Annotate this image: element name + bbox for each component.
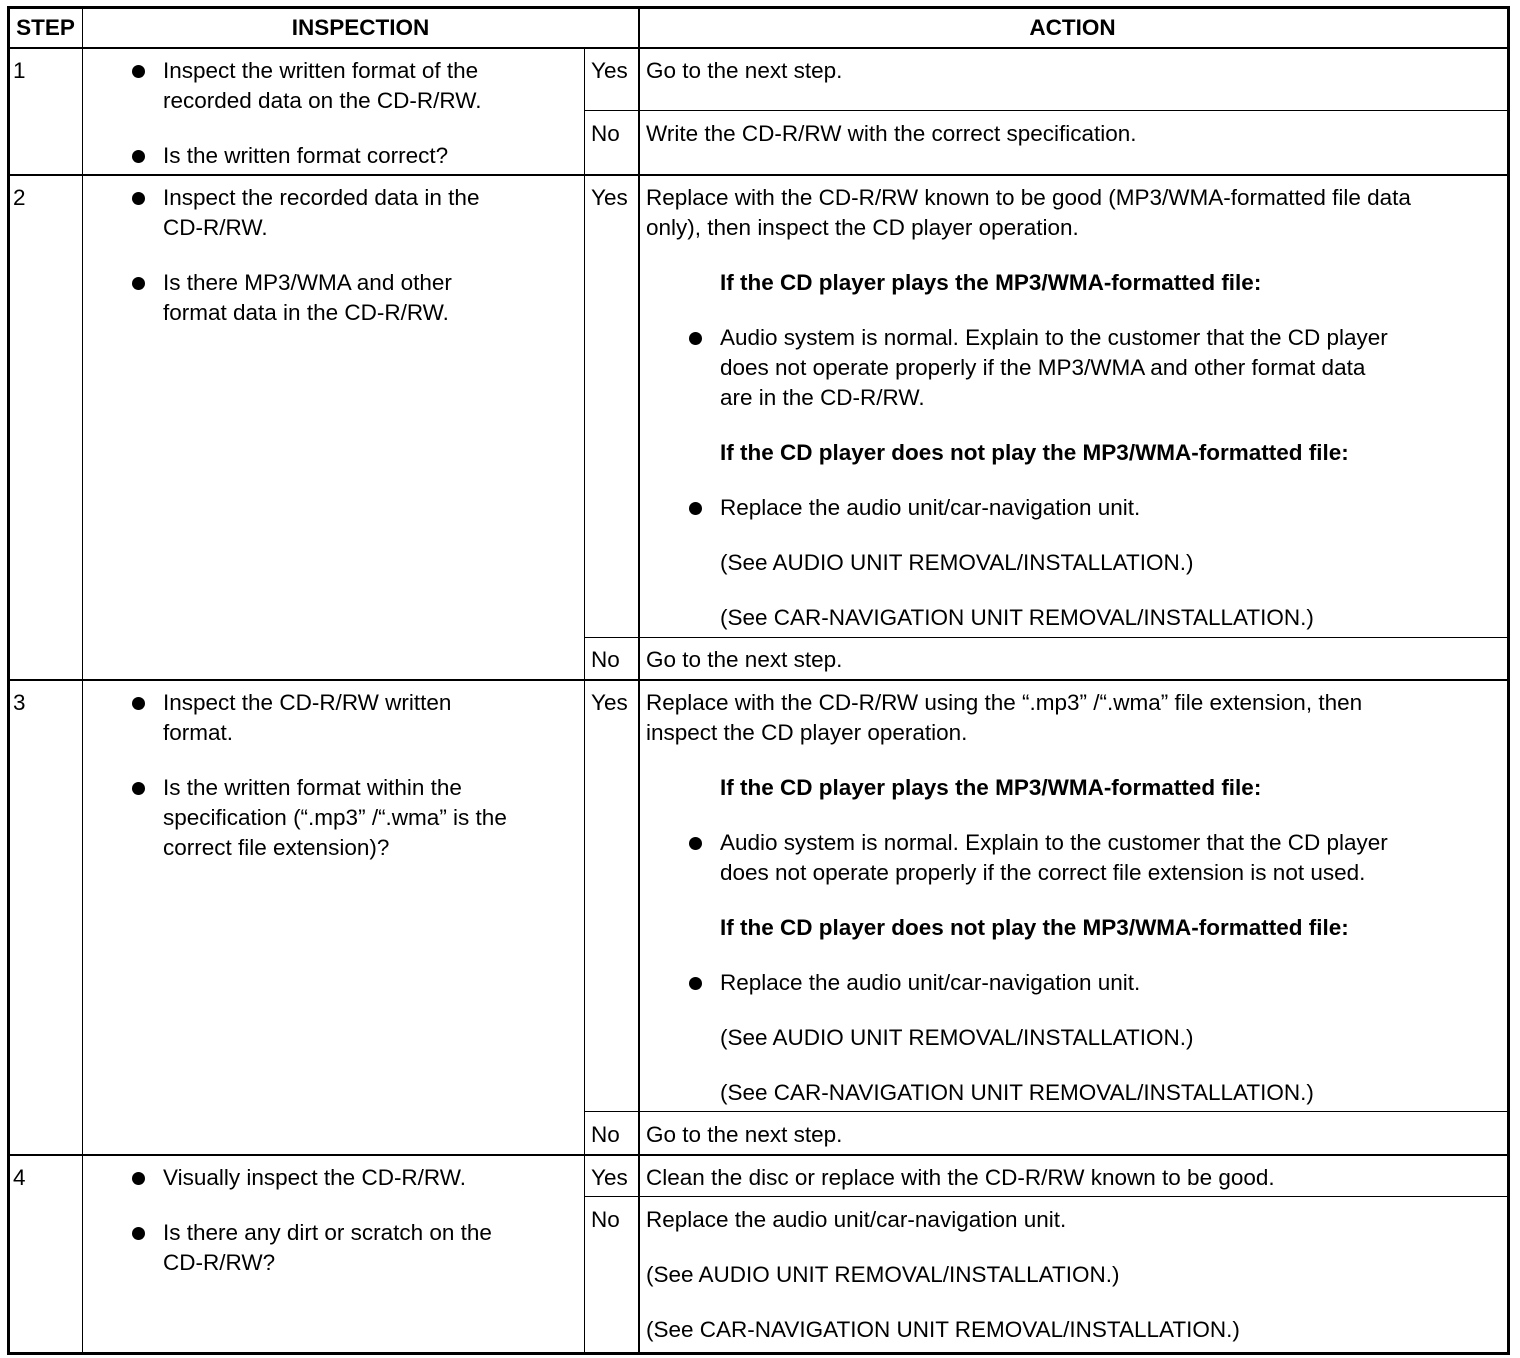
bullet-icon (689, 502, 702, 515)
action-text: Replace with the CD-R/RW using the “.mp3” /“.wma” file extension, then (646, 690, 1363, 715)
action-text: does not operate properly if the correct file extension is not used. (720, 860, 1366, 885)
step-number: 3 (13, 690, 26, 715)
action-text: inspect the CD player operation. (646, 720, 968, 745)
action-column-divider (638, 6, 640, 1352)
action-text: Replace the audio unit/car-navigation unit. (720, 495, 1141, 520)
yes-label: Yes (591, 690, 628, 715)
condition-heading: If the CD player plays the MP3/WMA-formatted file: (720, 775, 1262, 800)
action-text: Replace the audio unit/car-navigation unit. (720, 970, 1141, 995)
answer-column-divider (584, 47, 585, 1352)
no-label: No (591, 121, 620, 146)
inspection-text: format data in the CD-R/RW. (163, 300, 449, 325)
header-inspection: INSPECTION (291, 15, 430, 40)
no-label: No (591, 1207, 620, 1232)
action-text: Go to the next step. (646, 58, 843, 83)
inspection-text: Inspect the recorded data in the (163, 185, 480, 210)
inspection-text: Inspect the CD-R/RW written (163, 690, 452, 715)
bullet-icon (132, 1227, 145, 1240)
yes-label: Yes (591, 185, 628, 210)
reference-text: (See AUDIO UNIT REMOVAL/INSTALLATION.) (646, 1262, 1120, 1287)
inspection-text: recorded data on the CD-R/RW. (163, 88, 482, 113)
action-text: Clean the disc or replace with the CD-R/RW known to be good. (646, 1165, 1275, 1190)
condition-heading: If the CD player plays the MP3/WMA-formatted file: (720, 270, 1262, 295)
step-number: 2 (13, 185, 26, 210)
action-text: Write the CD-R/RW with the correct specification. (646, 121, 1137, 146)
action-text: Go to the next step. (646, 1122, 843, 1147)
reference-text: (See CAR-NAVIGATION UNIT REMOVAL/INSTALLATION.) (720, 1080, 1314, 1105)
reference-text: (See CAR-NAVIGATION UNIT REMOVAL/INSTALLATION.) (720, 605, 1314, 630)
bullet-icon (132, 1172, 145, 1185)
condition-heading: If the CD player does not play the MP3/WMA-formatted file: (720, 915, 1349, 940)
action-text: are in the CD-R/RW. (720, 385, 925, 410)
action-text: Replace the audio unit/car-navigation unit. (646, 1207, 1067, 1232)
yes-label: Yes (591, 1165, 628, 1190)
row-divider-3 (7, 1154, 1507, 1156)
inspection-text: correct file extension)? (163, 835, 390, 860)
row-divider-2 (7, 679, 1507, 681)
yes-label: Yes (591, 58, 628, 83)
inspection-text: Visually inspect the CD-R/RW. (163, 1165, 467, 1190)
reference-text: (See AUDIO UNIT REMOVAL/INSTALLATION.) (720, 1025, 1194, 1050)
header-divider (7, 47, 1507, 49)
action-text: Audio system is normal. Explain to the customer that the CD player (720, 325, 1388, 350)
step-number: 1 (13, 58, 26, 83)
bullet-icon (132, 782, 145, 795)
reference-text: (See AUDIO UNIT REMOVAL/INSTALLATION.) (720, 550, 1194, 575)
inspection-text: specification (“.mp3” /“.wma” is the (163, 805, 507, 830)
reference-text: (See CAR-NAVIGATION UNIT REMOVAL/INSTALLATION.) (646, 1317, 1240, 1342)
no-label: No (591, 1122, 620, 1147)
inspection-text: CD-R/RW. (163, 215, 268, 240)
step-number: 4 (13, 1165, 26, 1190)
bullet-icon (132, 192, 145, 205)
inspection-text: format. (163, 720, 234, 745)
yes-no-divider-1 (584, 110, 1507, 111)
action-text: does not operate properly if the MP3/WMA and other format data (720, 355, 1366, 380)
bullet-icon (132, 150, 145, 163)
header-step: STEP (16, 15, 75, 40)
bullet-icon (132, 697, 145, 710)
condition-heading: If the CD player does not play the MP3/WMA-formatted file: (720, 440, 1349, 465)
yes-no-divider-3 (584, 1111, 1507, 1112)
bullet-icon (689, 332, 702, 345)
inspection-text: Is there MP3/WMA and other (163, 270, 452, 295)
bullet-icon (132, 277, 145, 290)
bullet-icon (689, 837, 702, 850)
yes-no-divider-2 (584, 637, 1507, 638)
no-label: No (591, 647, 620, 672)
bullet-icon (132, 65, 145, 78)
inspection-text: Inspect the written format of the (163, 58, 479, 83)
inspection-text: Is there any dirt or scratch on the (163, 1220, 492, 1245)
bullet-icon (689, 977, 702, 990)
header-action: ACTION (1029, 15, 1116, 40)
yes-no-divider-4 (584, 1196, 1507, 1197)
action-text: only), then inspect the CD player operation. (646, 215, 1079, 240)
row-divider-1 (7, 174, 1507, 176)
action-text: Audio system is normal. Explain to the customer that the CD player (720, 830, 1388, 855)
action-text: Replace with the CD-R/RW known to be good (MP3/WMA-formatted file data (646, 185, 1411, 210)
inspection-text: CD-R/RW? (163, 1250, 276, 1275)
step-column-divider (82, 6, 83, 1352)
action-text: Go to the next step. (646, 647, 843, 672)
inspection-text: Is the written format within the (163, 775, 462, 800)
inspection-text: Is the written format correct? (163, 143, 449, 168)
